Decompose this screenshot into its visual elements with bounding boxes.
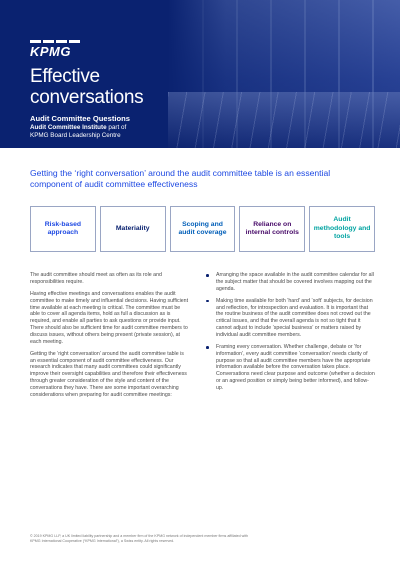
body-paragraph: Getting the ‘right conversation’ around the audit committee table is an essential component of audit committee effectiveness. Our research indicates that many audit committees could significantly improve their oversight capabilities and therefore their effectiveness through greater consideration of the style and content of the conversations they have. There are some important overarching considerations when preparing for audit committee meetings: bbox=[30, 350, 187, 398]
list-item: Arranging the space available in the audit committee calendar for all the subject matter that should be covered involves mapping out the agenda. bbox=[205, 272, 375, 292]
title-line-2: conversations bbox=[30, 87, 144, 108]
subheader-institute bbox=[30, 124, 130, 132]
topic-box-risk-based-approach[interactable]: Risk-based approach bbox=[30, 206, 96, 252]
topic-box-materiality[interactable]: Materiality bbox=[100, 206, 166, 252]
subheader-title: Audit Committee Questions bbox=[30, 114, 130, 123]
office-floor-lines bbox=[168, 92, 400, 148]
document-title bbox=[30, 66, 143, 108]
kpmg-logo bbox=[30, 40, 80, 58]
footer-copyright bbox=[30, 534, 375, 544]
body-paragraph: Having effective meetings and conversations enables the audit committee to make timely and influential decisions. Having sufficient time available at each meeting is critical. The committee must be able to cover all agenda items, hold as full a discussion as is required, and enable all parties to ask questions or provide input. There should also be sufficient time for audit committee members to discuss issues, without others being present (private session), at each meeting. bbox=[30, 290, 189, 345]
title-line-1: Effective bbox=[30, 66, 100, 87]
subheader bbox=[30, 114, 130, 140]
topic-box-audit-methodology[interactable]: Audit methodology and tools bbox=[309, 206, 375, 252]
list-item: Making time available for both ‘hard’ and ‘soft’ subjects, for decision and reflection, for introspection and evaluation. It is important that the routine business of the audit committee does not crowd out the critical issues, and that the overall agenda is not so tight that it cannot adjust to include ‘special business’ or matters raised by individual audit committee members. bbox=[205, 298, 375, 339]
body-paragraph: The audit committee should meet as often as its role and responsibilities require. bbox=[30, 272, 162, 285]
list-item: Framing every conversation. Whether challenge, debate or ‘for information’, every audit committee ‘conversation’ needs clarity of purpose so that all audit committee members have the appropriate information available before the conversation takes place. Conversations need clear purpose and outcome (whether a decision or an agreed position or simply being better informed), and follow-up. bbox=[205, 344, 375, 392]
institute-part-of: part of bbox=[106, 124, 127, 131]
kpmg-logo-text: KPMG bbox=[30, 44, 71, 59]
lead-paragraph: Getting the ‘right conversation’ around the audit committee table is an essential component of audit committee effectiveness bbox=[30, 168, 331, 189]
footer-line-1: © 2019 KPMG LLP, a UK limited liability partnership and a member firm of the KPMG network of independent member firms affiliated with bbox=[30, 534, 249, 538]
topic-boxes bbox=[30, 206, 375, 252]
kpmg-logo-bars bbox=[30, 40, 80, 43]
footer-line-2: KPMG International Cooperative (“KPMG International”), a Swiss entity. All rights reserved. bbox=[30, 539, 175, 543]
topic-box-scoping[interactable]: Scoping and audit coverage bbox=[170, 206, 236, 252]
institute-name: Audit Committee Institute bbox=[30, 124, 107, 131]
body-column-left bbox=[30, 272, 190, 404]
consideration-list bbox=[205, 272, 375, 392]
body-column-right bbox=[205, 272, 375, 397]
subheader-board-centre: KPMG Board Leadership Centre bbox=[30, 132, 121, 139]
topic-box-internal-controls[interactable]: Reliance on internal controls bbox=[239, 206, 305, 252]
